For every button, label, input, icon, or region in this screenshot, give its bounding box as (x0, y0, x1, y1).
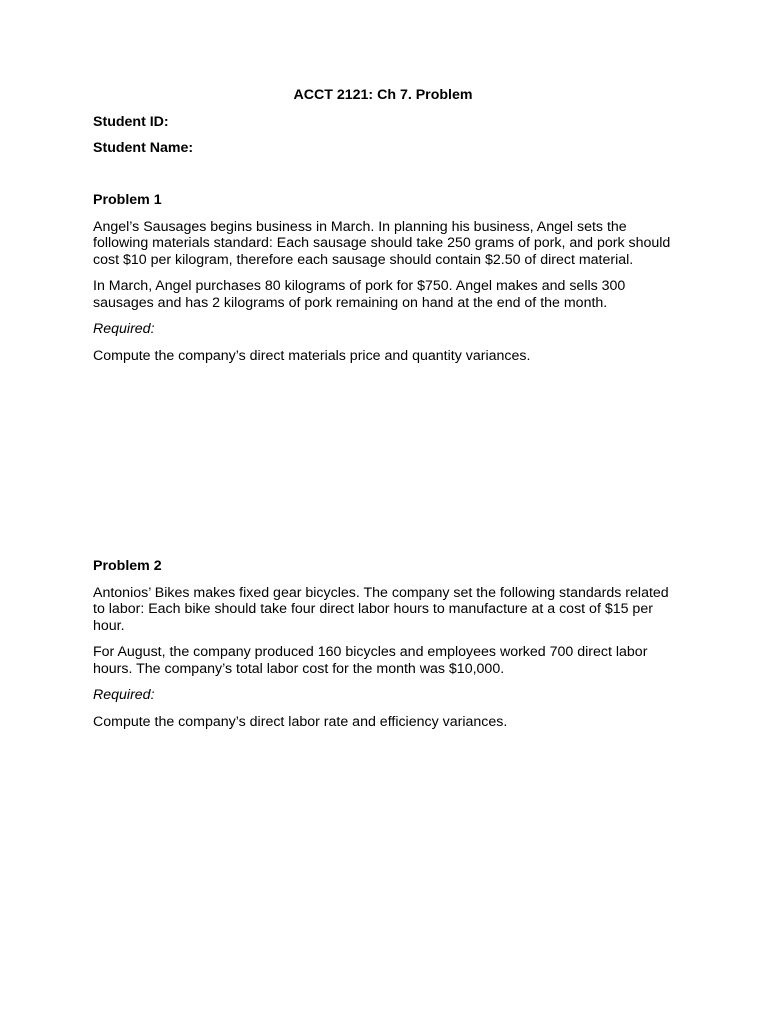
document-header (93, 87, 683, 167)
problem-2-task: Compute the company’s direct labor rate and efficiency variances. (93, 713, 508, 730)
problem-1-heading: Problem 1 (93, 192, 162, 208)
problem-2-required-label: Required: (93, 687, 155, 703)
problem-2 (93, 558, 683, 740)
document-title: ACCT 2121: Ch 7. Problem (293, 87, 473, 103)
problem-1-task: Compute the company’s direct materials price and quantity variances. (93, 347, 531, 364)
problem-1-paragraph-1: Angel’s Sausages begins business in March. In planning his business, Angel sets the following materials standard: Each sausage should take 250 grams of pork, and pork should cost $10 per kilogram, therefore each sausage should contain $2.50 of direct material. (93, 218, 671, 268)
problem-2-paragraph-1: Antonios’ Bikes makes fixed gear bicycles. The company set the following standards related to labor: Each bike should take four direct labor hours to manufacture at a cost of $15 per hour. (93, 584, 669, 634)
problem-1 (93, 192, 683, 374)
problem-2-heading: Problem 2 (93, 558, 162, 574)
problem-1-paragraph-2: In March, Angel purchases 80 kilograms of pork for $750. Angel makes and sells 300 sausages and has 2 kilograms of pork remaining on hand at the end of the month. (93, 278, 626, 311)
problem-2-paragraph-2: For August, the company produced 160 bicycles and employees worked 700 direct labor hours. The company’s total labor cost for the month was $10,000. (93, 644, 648, 677)
student-name-label: Student Name: (93, 140, 194, 156)
student-id-label: Student ID: (93, 113, 169, 130)
problem-1-required-label: Required: (93, 321, 155, 337)
